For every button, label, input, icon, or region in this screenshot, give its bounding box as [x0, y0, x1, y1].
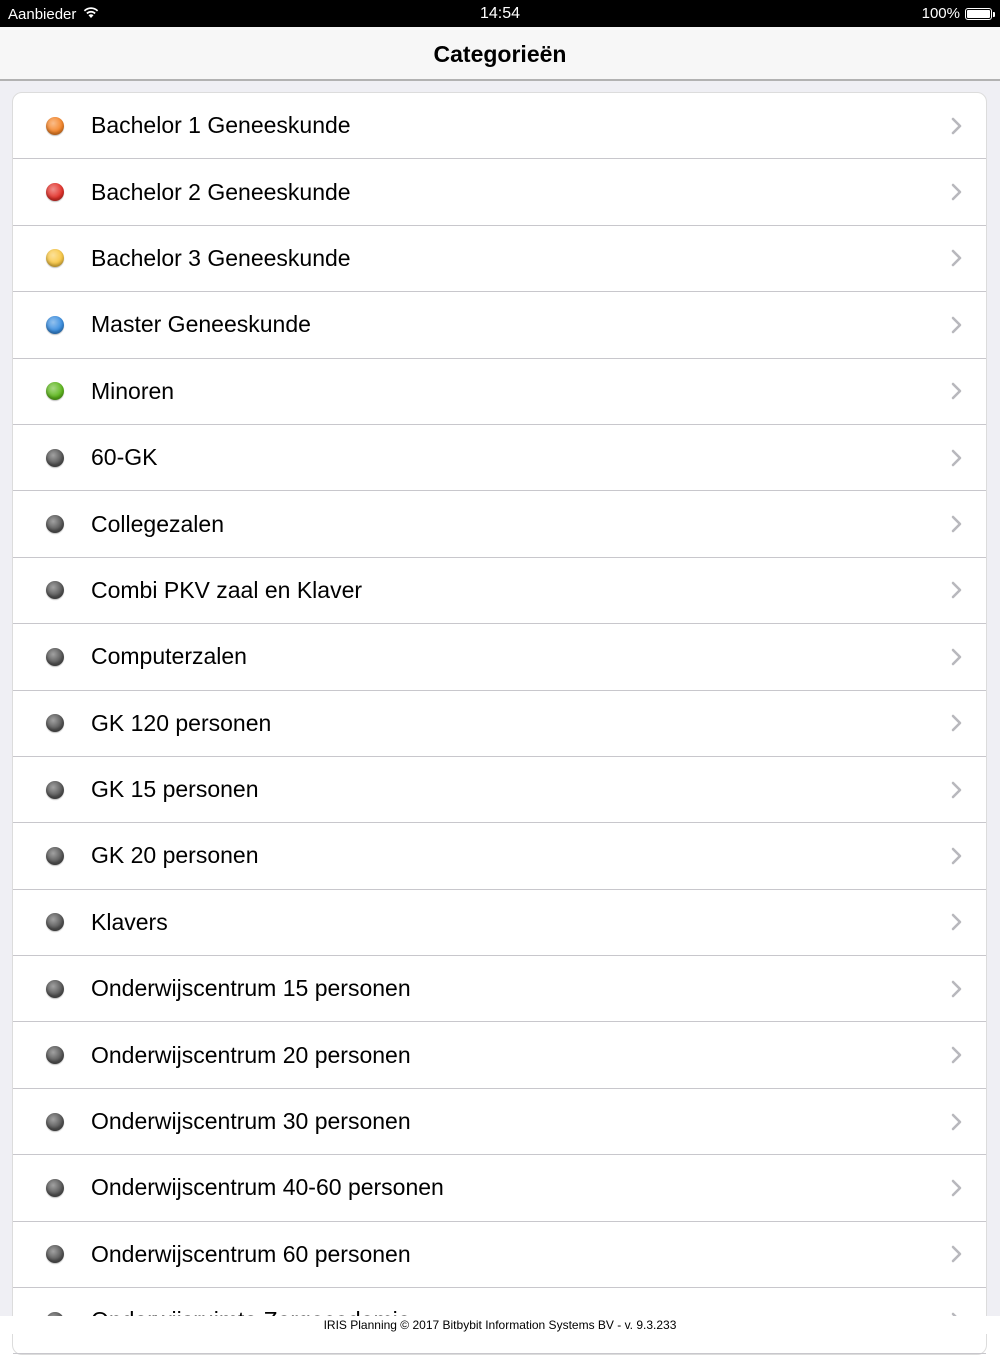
- category-row[interactable]: [13, 624, 986, 690]
- category-row[interactable]: [13, 1222, 986, 1288]
- chevron-right-icon: [950, 315, 964, 335]
- category-label: GK 15 personen: [91, 776, 259, 803]
- category-row[interactable]: [13, 691, 986, 757]
- category-label: Bachelor 1 Geneeskunde: [91, 112, 351, 139]
- category-color-dot-icon: [46, 1179, 64, 1197]
- category-row[interactable]: [13, 823, 986, 889]
- category-row[interactable]: [13, 956, 986, 1022]
- page-title: Categorieën: [433, 41, 567, 67]
- navigation-bar: [0, 27, 1000, 81]
- category-color-dot-icon: [46, 581, 64, 599]
- category-color-dot-icon: [46, 183, 64, 201]
- chevron-right-icon: [950, 448, 964, 468]
- category-row[interactable]: [13, 558, 986, 624]
- chevron-right-icon: [950, 1244, 964, 1264]
- category-label: Minoren: [91, 377, 175, 404]
- category-list: [12, 92, 987, 1355]
- category-label: GK 120 personen: [91, 709, 272, 736]
- chevron-right-icon: [950, 713, 964, 733]
- category-label: Klavers: [91, 908, 168, 935]
- chevron-right-icon: [950, 846, 964, 866]
- category-label: Combi PKV zaal en Klaver: [91, 576, 363, 603]
- category-row[interactable]: [13, 425, 986, 491]
- category-row[interactable]: [13, 1022, 986, 1088]
- category-color-dot-icon: [46, 714, 64, 732]
- chevron-right-icon: [950, 1178, 964, 1198]
- category-row[interactable]: [13, 757, 986, 823]
- chevron-right-icon: [950, 1112, 964, 1132]
- category-color-dot-icon: [46, 449, 64, 467]
- category-color-dot-icon: [46, 316, 64, 334]
- chevron-right-icon: [950, 1045, 964, 1065]
- category-row[interactable]: [13, 292, 986, 358]
- category-row[interactable]: [13, 159, 986, 225]
- category-row[interactable]: [13, 1089, 986, 1155]
- category-label: Onderwijscentrum 40-60 personen: [91, 1174, 444, 1201]
- battery-icon: [965, 8, 992, 20]
- category-color-dot-icon: [46, 1245, 64, 1263]
- category-label: Onderwijscentrum 30 personen: [91, 1108, 411, 1135]
- status-bar: [0, 0, 1000, 27]
- chevron-right-icon: [950, 780, 964, 800]
- footer-copyright: IRIS Planning © 2017 Bitbybit Information Systems BV - v. 9.3.233: [0, 1316, 1000, 1334]
- category-row[interactable]: [13, 890, 986, 956]
- chevron-right-icon: [950, 248, 964, 268]
- category-label: Bachelor 3 Geneeskunde: [91, 244, 351, 271]
- chevron-right-icon: [950, 381, 964, 401]
- category-label: Computerzalen: [91, 643, 247, 670]
- category-label: Master Geneeskunde: [91, 311, 311, 338]
- category-color-dot-icon: [46, 913, 64, 931]
- chevron-right-icon: [950, 580, 964, 600]
- category-row[interactable]: [13, 226, 986, 292]
- carrier-label: Aanbieder: [8, 5, 77, 23]
- category-label: Onderwijscentrum 20 personen: [91, 1041, 411, 1068]
- chevron-right-icon: [950, 979, 964, 999]
- category-color-dot-icon: [46, 249, 64, 267]
- category-label: Collegezalen: [91, 510, 224, 537]
- battery-info: [922, 5, 992, 22]
- category-color-dot-icon: [46, 847, 64, 865]
- category-label: Onderwijscentrum 15 personen: [91, 975, 411, 1002]
- category-label: Onderwijscentrum 60 personen: [91, 1240, 411, 1267]
- category-color-dot-icon: [46, 1046, 64, 1064]
- category-label: 60-GK: [91, 444, 158, 471]
- category-color-dot-icon: [46, 117, 64, 135]
- category-color-dot-icon: [46, 648, 64, 666]
- category-row[interactable]: [13, 93, 986, 159]
- category-color-dot-icon: [46, 781, 64, 799]
- content-area: [0, 81, 1000, 1316]
- chevron-right-icon: [950, 514, 964, 534]
- category-row[interactable]: [13, 1155, 986, 1221]
- chevron-right-icon: [950, 182, 964, 202]
- category-color-dot-icon: [46, 980, 64, 998]
- category-row[interactable]: [13, 359, 986, 425]
- chevron-right-icon: [950, 647, 964, 667]
- category-color-dot-icon: [46, 515, 64, 533]
- category-label: GK 20 personen: [91, 842, 259, 869]
- category-color-dot-icon: [46, 1113, 64, 1131]
- category-color-dot-icon: [46, 382, 64, 400]
- category-row[interactable]: [13, 491, 986, 557]
- battery-percentage: 100%: [921, 5, 960, 22]
- status-time: 14:54: [479, 5, 521, 22]
- chevron-right-icon: [950, 116, 964, 136]
- category-label: Bachelor 2 Geneeskunde: [91, 178, 351, 205]
- chevron-right-icon: [950, 912, 964, 932]
